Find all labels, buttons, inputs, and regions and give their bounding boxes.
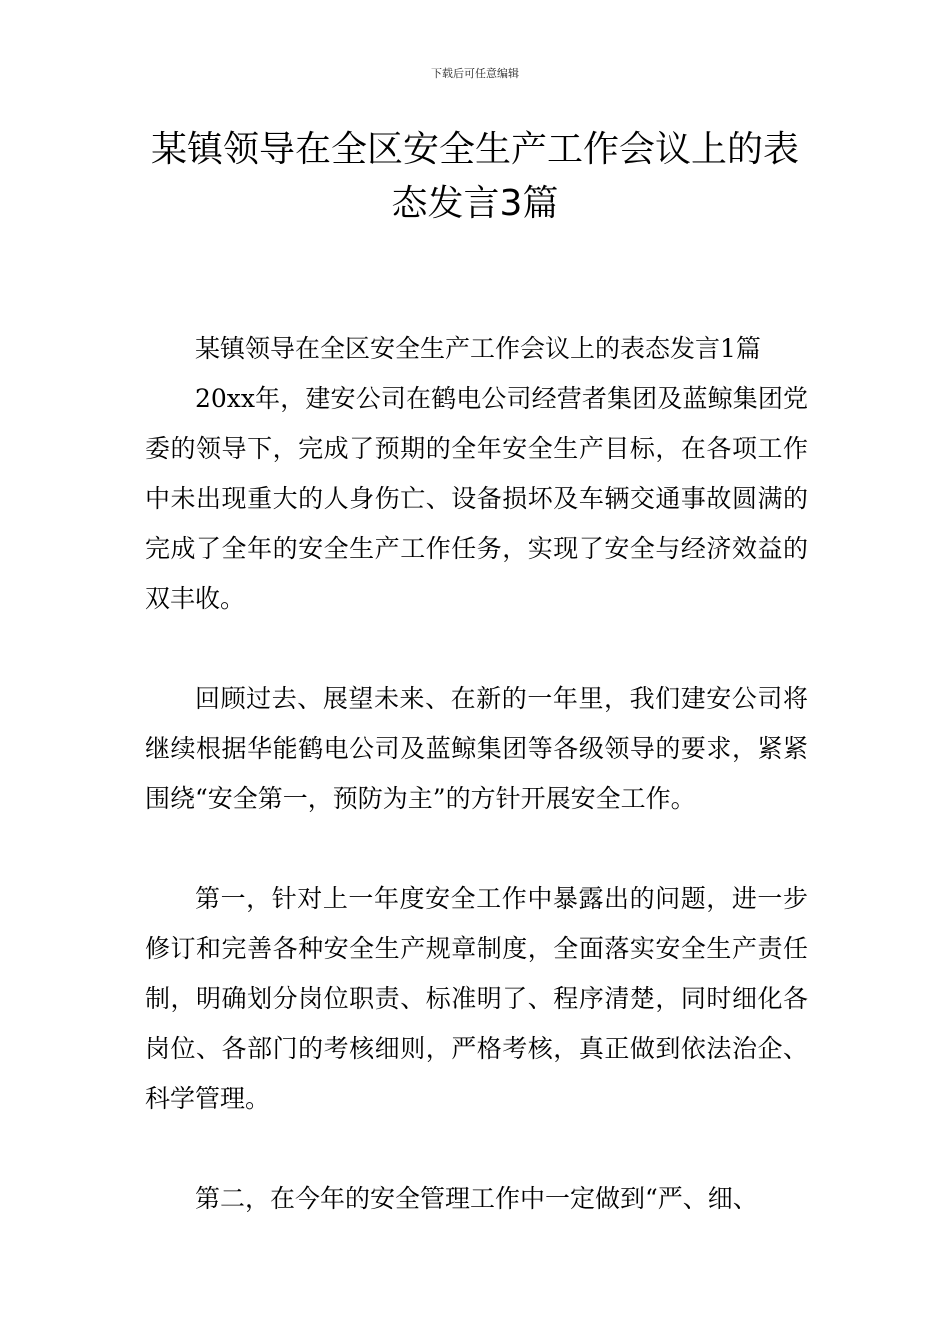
document-title: [120, 123, 830, 231]
title-line-1: 某镇领导在全区安全生产工作会议上的表: [150, 129, 799, 170]
title-line-2: 态发言3篇: [391, 183, 559, 224]
paragraph-3: 第一，针对上一年度安全工作中暴露出的问题，进一步修订和完善各种安全生产规章制度，全面落实安全生产责任制，明确划分岗位职责、标准明了、程序清楚，同时细化各岗位、各部门的考核细则，严格考核，真正做到依法治企、科学管理。: [145, 884, 808, 1113]
paragraph-4: 第二，在今年的安全管理工作中一定做到“严、细、: [195, 1184, 758, 1213]
header-note: 下载后可任意编辑: [431, 67, 519, 80]
document-body: [145, 324, 808, 1224]
subheading: 某镇领导在全区安全生产工作会议上的表态发言1篇: [195, 334, 761, 363]
paragraph-2: 回顾过去、展望未来、在新的一年里，我们建安公司将继续根据华能鹤电公司及蓝鲸集团等各级领导的要求，紧紧围绕“安全第一，预防为主”的方针开展安全工作。: [145, 684, 808, 813]
paragraph-1: 20xx年，建安公司在鹤电公司经营者集团及蓝鲸集团党委的领导下，完成了预期的全年安全生产目标，在各项工作中未出现重大的人身伤亡、设备损坏及车辆交通事故圆满的完成了全年的安全生产工作任务，实现了安全与经济效益的双丰收。: [145, 384, 808, 613]
